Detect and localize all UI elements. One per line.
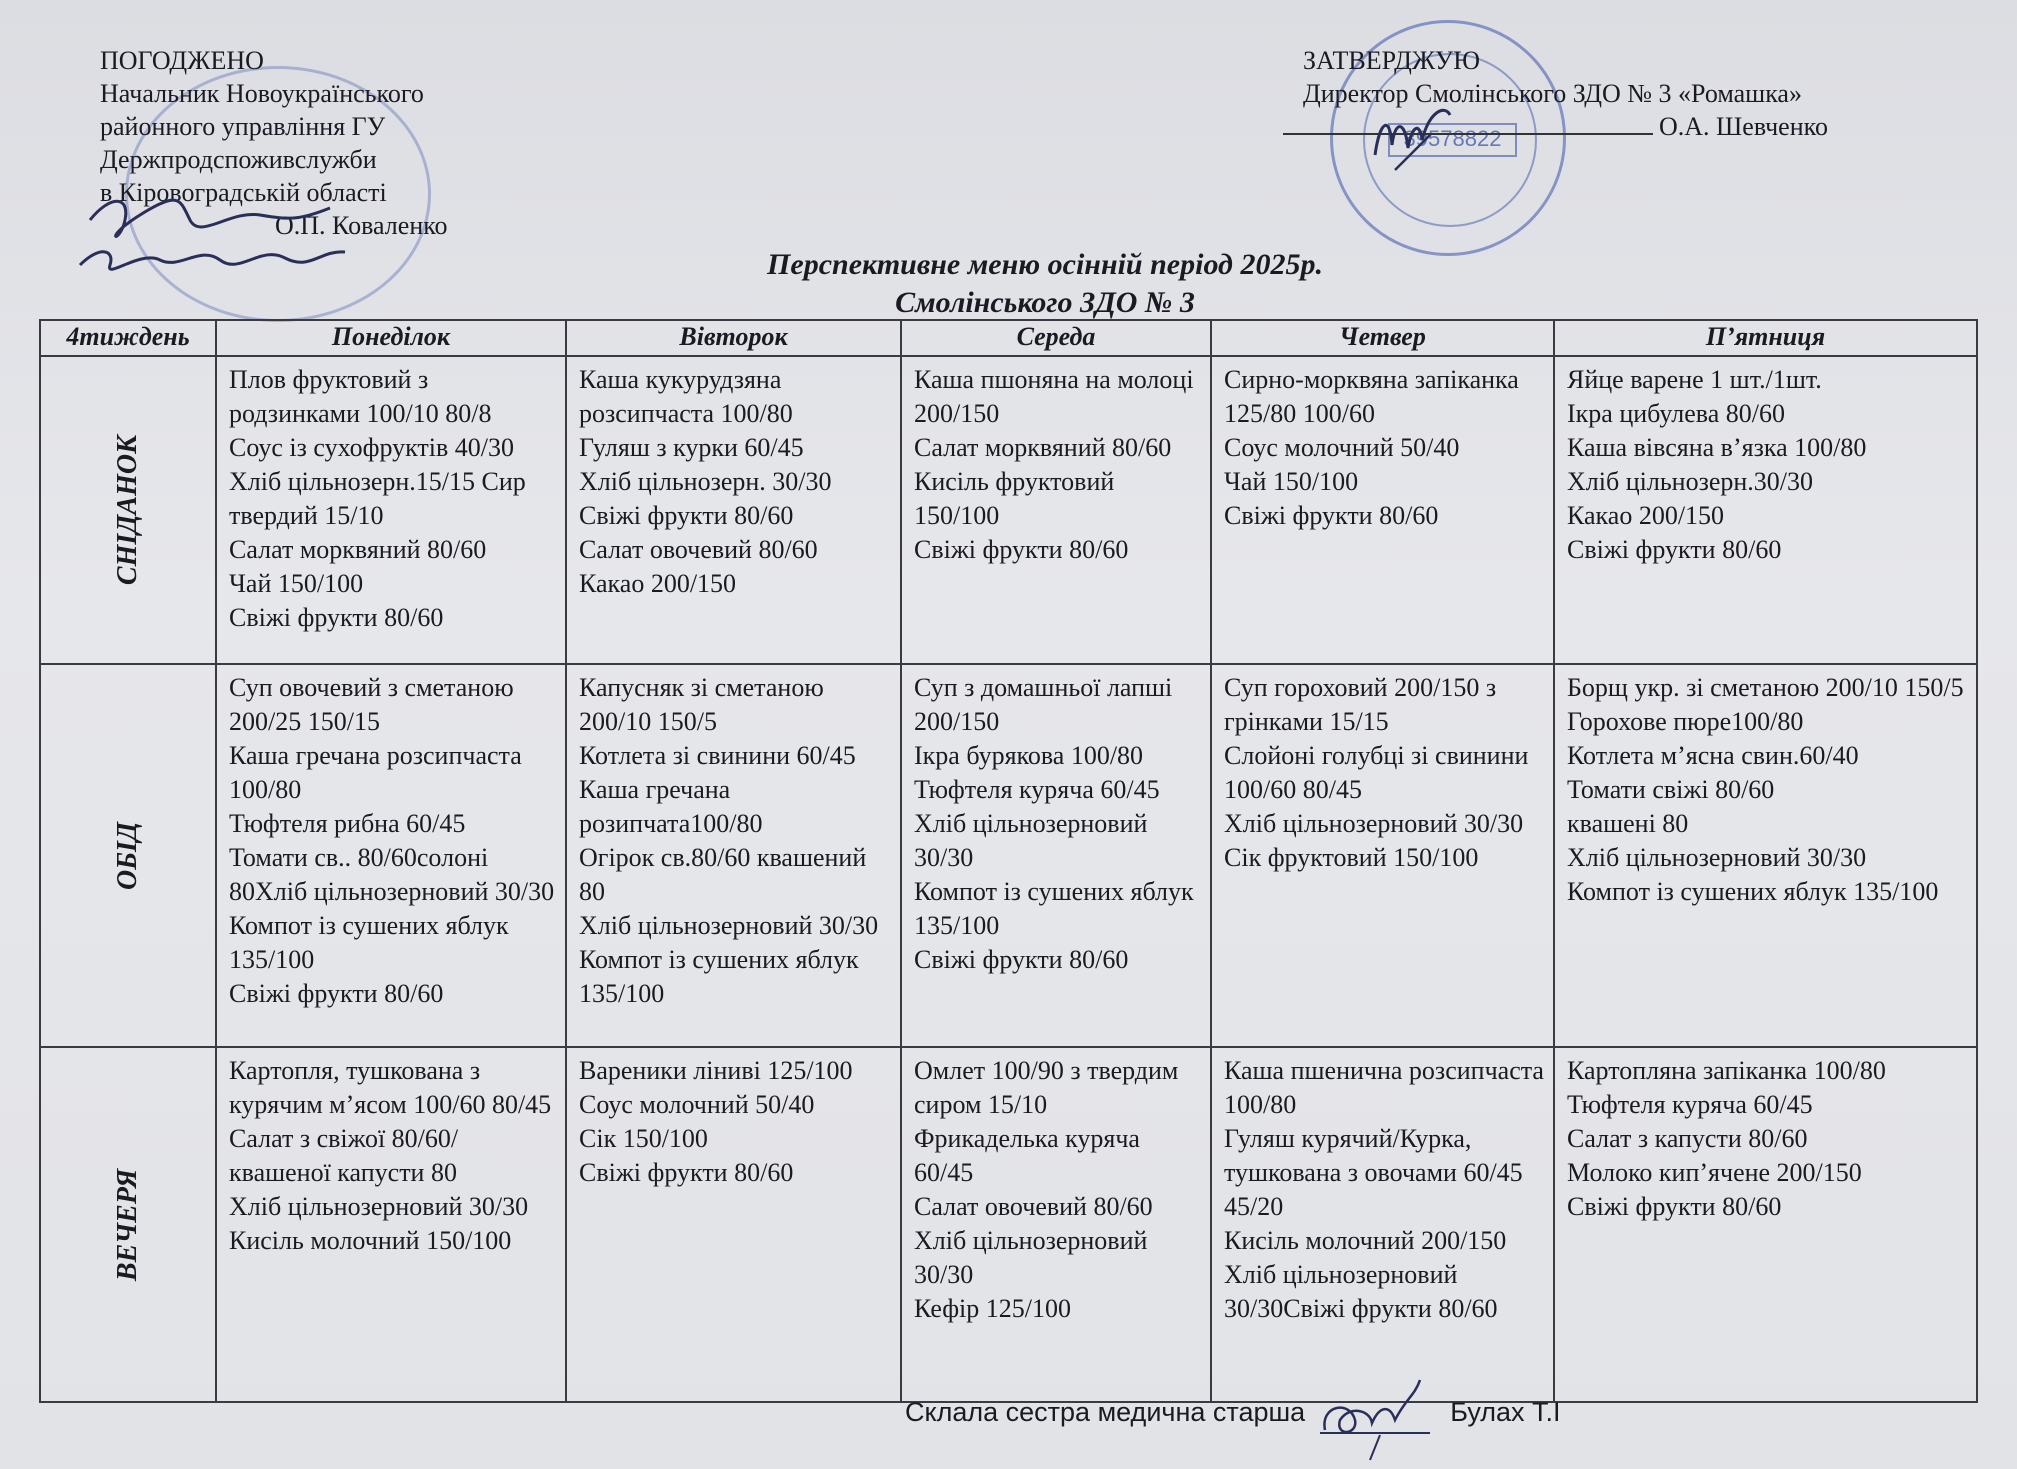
table-header-row: [40, 320, 1977, 356]
menu-item: Капусняк зі сметаною 200/10 150/5: [579, 673, 824, 736]
menu-item: Суп гороховий 200/150 з грінками 15/15: [1224, 673, 1497, 736]
menu-item: Салат з капусти 80/60: [1567, 1124, 1808, 1153]
menu-item: Свіжі фрукти 80/60: [914, 945, 1129, 974]
menu-item: Каша вівсяна в’язка 100/80: [1567, 433, 1867, 462]
footer-label: Склала сестра медична старша: [905, 1397, 1306, 1427]
menu-item: Какао 200/150: [1567, 501, 1725, 530]
menu-cell: [1554, 664, 1977, 1047]
stamp-code: 39578822: [1388, 123, 1517, 157]
menu-item: Хліб цільнозерновий 30/30: [229, 1192, 529, 1221]
day-header-monday: Понеділок: [216, 320, 566, 356]
handwritten-signature-right: [1360, 100, 1480, 180]
day-header-wednesday: Середа: [901, 320, 1211, 356]
menu-cell: [1554, 1047, 1977, 1402]
menu-cell: [1211, 664, 1554, 1047]
approval-left-line: Держпродспоживслужби: [100, 145, 377, 174]
document-subtitle: Смолінського ЗДО № 3: [895, 286, 1195, 319]
menu-item: Свіжі фрукти 80/60: [229, 603, 444, 632]
menu-item: Свіжі фрукти 80/60: [579, 1158, 794, 1187]
menu-item: Кисіль фруктовий 150/100: [914, 467, 1115, 530]
menu-item: Чай 150/100: [229, 569, 364, 598]
menu-item: Какао 200/150: [579, 569, 737, 598]
menu-item: Соус із сухофруктів 40/30 Хліб цільнозерн.15/15 Сир твердий 15/10: [229, 433, 526, 530]
day-header-thursday: Четвер: [1211, 320, 1554, 356]
menu-item: Свіжі фрукти 80/60: [914, 535, 1129, 564]
menu-item: Хліб цільнозерновий 30/30: [1567, 843, 1867, 872]
menu-cell: [216, 1047, 566, 1402]
meal-label-cell: [40, 1047, 216, 1402]
menu-item: Компот із сушених яблук 135/100: [229, 911, 509, 974]
menu-item: Салат овочевий 80/60: [579, 535, 818, 564]
menu-item: Свіжі фрукти 80/60: [1224, 501, 1439, 530]
menu-item: Фрикаделька куряча 60/45: [914, 1124, 1140, 1187]
menu-item: Каша пшенична розсипчаста 100/80: [1224, 1056, 1544, 1119]
meal-label: ВЕЧЕРЯ: [112, 1168, 143, 1281]
menu-cell: [216, 664, 566, 1047]
menu-item: Хліб цільнозерн. 30/30: [579, 467, 832, 496]
menu-item: Слойоні голубці зі свинини 100/60 80/45: [1224, 741, 1529, 804]
menu-cell: [1211, 1047, 1554, 1402]
menu-item: Кефір 125/100: [914, 1294, 1072, 1323]
menu-item: Вареники ліниві 125/100: [579, 1056, 853, 1085]
menu-table-body: [40, 356, 1977, 1402]
menu-item: Гуляш курячий/Курка, тушкована з овочами 60/45 45/20: [1224, 1124, 1523, 1221]
menu-item: Свіжі фрукти 80/60: [229, 979, 444, 1008]
menu-item: Омлет 100/90 з твердим сиром 15/10: [914, 1056, 1179, 1119]
menu-item: Тюфтеля куряча 60/45: [914, 775, 1160, 804]
meal-label-cell: [40, 664, 216, 1047]
menu-item: Салат овочевий 80/60: [914, 1192, 1153, 1221]
day-header-friday: П’ятниця: [1554, 320, 1977, 356]
menu-item: Борщ укр. зі сметаною 200/10 150/5 Горохове пюре100/80: [1567, 673, 1964, 736]
menu-cell: [566, 1047, 901, 1402]
menu-item: Хліб цільнозерновий 30/30: [914, 1226, 1148, 1289]
menu-item: Суп овочевий з сметаною 200/25 150/15: [229, 673, 514, 736]
menu-item: Компот із сушених яблук 135/100: [914, 877, 1194, 940]
menu-item: Томати св.. 80/60солоні 80Хліб цільнозерновий 30/30: [229, 843, 555, 906]
menu-item: квашені 80: [1567, 809, 1689, 838]
menu-item: Кисіль молочний 150/100: [229, 1226, 512, 1255]
approval-right-line: ЗАТВЕРДЖУЮ: [1303, 46, 1480, 75]
approval-left-signer: О.П. Коваленко: [275, 211, 448, 240]
menu-cell: [901, 1047, 1211, 1402]
footer-compiled-by: [905, 1397, 1561, 1428]
menu-item: Свіжі фрукти 80/60: [579, 501, 794, 530]
menu-item: Соус молочний 50/40: [579, 1090, 815, 1119]
meal-label: ОБІД: [112, 821, 143, 890]
document-title: Перспективне меню осінній період 2025р.: [767, 248, 1323, 281]
menu-item: Котлета зі свинини 60/45 Каша гречана розипчата100/80: [579, 741, 856, 838]
menu-item: Салат морквяний 80/60: [914, 433, 1172, 462]
menu-item: Каша кукурудзяна розсипчаста 100/80: [579, 365, 793, 428]
menu-item: Молоко кип’ячене 200/150: [1567, 1158, 1862, 1187]
menu-cell: [1554, 356, 1977, 664]
menu-item: Свіжі фрукти 80/60: [1567, 535, 1782, 564]
menu-item: Тюфтеля куряча 60/45: [1567, 1090, 1813, 1119]
menu-item: Томати свіжі 80/60: [1567, 775, 1775, 804]
menu-item: Сік фруктовий 150/100: [1224, 843, 1479, 872]
handwritten-signature-footer: [1310, 1375, 1440, 1465]
table-corner-header: 4тиждень: [40, 320, 216, 356]
menu-item: Сік 150/100: [579, 1124, 708, 1153]
table-row-breakfast: [40, 356, 1977, 664]
menu-item: Картопля, тушкована з курячим м’ясом 100/60 80/45: [229, 1056, 552, 1119]
menu-item: Плов фруктовий з родзинками 100/10 80/8: [229, 365, 492, 428]
menu-item: Кисіль молочний 200/150: [1224, 1226, 1507, 1255]
menu-item: Салат морквяний 80/60: [229, 535, 487, 564]
menu-item: Каша пшоняна на молоці 200/150: [914, 365, 1194, 428]
menu-item: Гуляш з курки 60/45: [579, 433, 804, 462]
approval-left-line: районного управління ГУ: [100, 112, 386, 141]
menu-item: Каша гречана розсипчаста 100/80: [229, 741, 522, 804]
menu-cell: [216, 356, 566, 664]
menu-item: Суп з домашньої лапші 200/150: [914, 673, 1173, 736]
menu-cell: [566, 664, 901, 1047]
footer-signer: Булах Т.І: [1450, 1397, 1561, 1427]
menu-cell: [901, 356, 1211, 664]
menu-item: Яйце варене 1 шт./1шт.: [1567, 365, 1822, 394]
meal-label-cell: [40, 356, 216, 664]
menu-item: Хліб цільнозерновий 30/30: [1224, 809, 1524, 838]
approval-right-signer: О.А. Шевченко: [1659, 112, 1828, 141]
approval-left-line: Начальник Новоукраїнського: [100, 79, 424, 108]
menu-item: Чай 150/100: [1224, 467, 1359, 496]
menu-item: Сирно-морквяна запіканка 125/80 100/60: [1224, 365, 1519, 428]
menu-item: Свіжі фрукти 80/60: [1567, 1192, 1782, 1221]
menu-item: Тюфтеля рибна 60/45: [229, 809, 466, 838]
menu-item: Хліб цільнозерновий 30/30Свіжі фрукти 80/60: [1224, 1260, 1498, 1323]
approval-left-line: ПОГОДЖЕНО: [100, 46, 264, 75]
table-row-lunch: [40, 664, 1977, 1047]
menu-item: Ікра бурякова 100/80: [914, 741, 1144, 770]
menu-item: Компот із сушених яблук 135/100: [1567, 877, 1939, 906]
menu-item: Ікра цибулева 80/60: [1567, 399, 1785, 428]
menu-item: Компот із сушених яблук 135/100: [579, 945, 859, 1008]
menu-cell: [1211, 356, 1554, 664]
menu-item: Огірок св.80/60 квашений 80: [579, 843, 867, 906]
menu-item: Хліб цільнозерновий 30/30: [914, 809, 1148, 872]
menu-item: Салат з свіжої 80/60/ квашеної капусти 80: [229, 1124, 459, 1187]
day-header-tuesday: Вівторок: [566, 320, 901, 356]
menu-cell: [566, 356, 901, 664]
menu-cell: [901, 664, 1211, 1047]
menu-item: Хліб цільнозерн.30/30: [1567, 467, 1814, 496]
meal-label: СНІДАНОК: [112, 434, 143, 586]
menu-item: Котлета м’ясна свин.60/40: [1567, 741, 1859, 770]
menu-item: Соус молочний 50/40: [1224, 433, 1460, 462]
menu-item: Хліб цільнозерновий 30/30: [579, 911, 879, 940]
menu-item: Картопляна запіканка 100/80: [1567, 1056, 1886, 1085]
table-row-dinner: [40, 1047, 1977, 1402]
approval-left-line: в Кіровоградській області: [100, 178, 387, 207]
menu-table: [39, 319, 1978, 1403]
approval-right-line: Директор Смолінського ЗДО № 3 «Ромашка»: [1303, 79, 1802, 108]
